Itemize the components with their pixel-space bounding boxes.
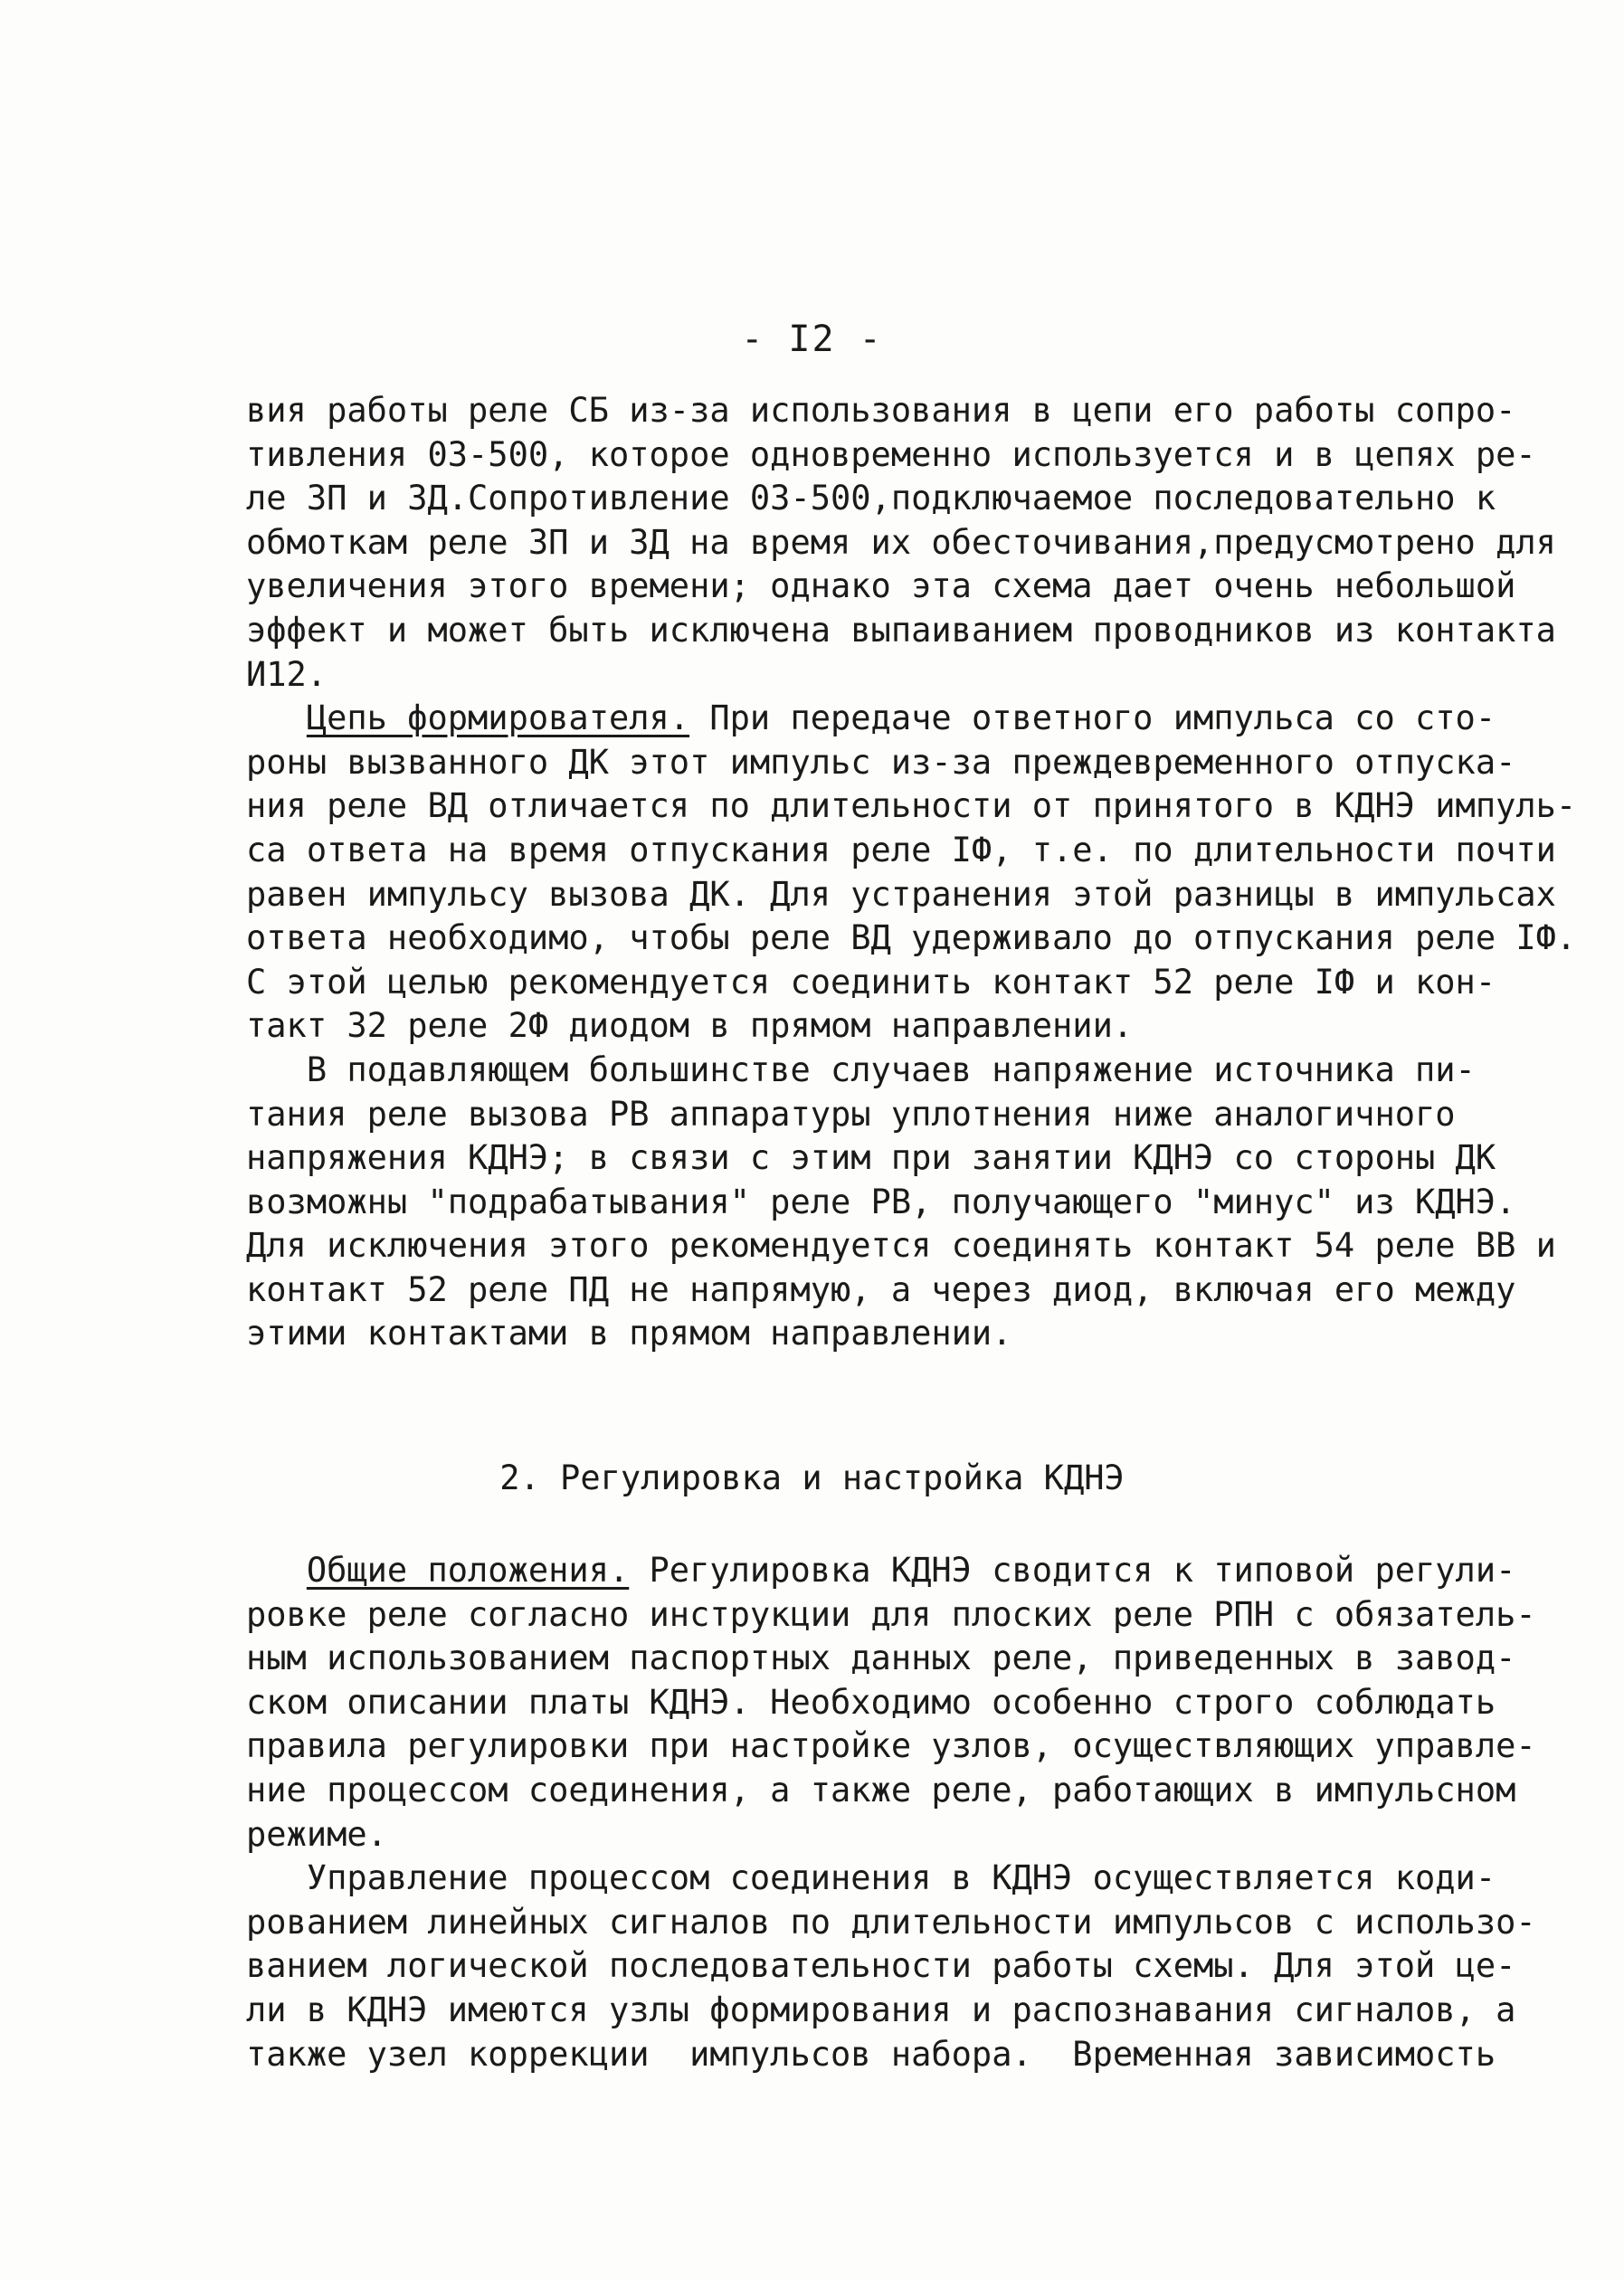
text-line: ском описании платы КДНЭ. Необходимо особенно строго соблюдать: [246, 1682, 1496, 1722]
text-line: обмоткам реле ЗП и ЗД на время их обесточивания,предусмотрено для: [246, 522, 1556, 562]
text-line: ли в КДНЭ имеются узлы формирования и распознавания сигналов, а: [246, 1990, 1516, 2029]
section-heading: 2. Регулировка и настройка КДНЭ: [499, 1458, 1125, 1497]
body-text-part1: [246, 389, 1577, 1356]
text-line: возможны "подрабатывания" реле РВ, получающего "минус" из КДНЭ.: [246, 1182, 1516, 1221]
paragraph-indent: [246, 698, 307, 737]
text-line: са ответа на время отпускания реле IФ, т.е. по длительности почти: [246, 830, 1556, 869]
text-line: ле ЗП и ЗД.Сопротивление 03-500,подключаемое последовательно к: [246, 479, 1496, 518]
text-line: такт 32 реле 2Ф диодом в прямом направлении.: [246, 1006, 1134, 1046]
page-number: - I2 -: [741, 318, 883, 360]
paragraph-text: Регулировка КДНЭ сводится к типовой регули-: [629, 1551, 1516, 1590]
text-line: Для исключения этого рекомендуется соединять контакт 54 реле ВВ и: [246, 1226, 1556, 1266]
text-line: этими контактами в прямом направлении.: [246, 1314, 1012, 1354]
text-line: рованием линейных сигналов по длительности импульсов с использо-: [246, 1902, 1536, 1942]
text-line: тания реле вызова РВ аппаратуры уплотнения ниже аналогичного: [246, 1094, 1456, 1134]
text-line: тивления 03-500, которое одновременно используется и в цепях ре-: [246, 434, 1536, 474]
text-line: ванием логической последовательности работы схемы. Для этой це-: [246, 1946, 1516, 1986]
text-line: ние процессом соединения, а также реле, работающих в импульсном: [246, 1770, 1516, 1810]
text-line: вия работы реле СБ из-за использования в цепи его работы сопро-: [246, 391, 1516, 430]
text-line: Управление процессом соединения в КДНЭ осуществляется коди-: [246, 1858, 1496, 1898]
text-line: [246, 697, 1496, 741]
text-line: ровке реле согласно инструкции для плоских реле РПН с обязатель-: [246, 1594, 1536, 1634]
body-text-part2: [246, 1549, 1536, 2076]
text-line: эффект и может быть исключена выпаиванием проводников из контакта: [246, 610, 1556, 650]
text-line: увеличения этого времени; однако эта схема дает очень небольшой: [246, 566, 1516, 606]
text-line: ным использованием паспортных данных реле, приведенных в завод-: [246, 1639, 1516, 1678]
text-line: контакт 52 реле ПД не напрямую, а через диод, включая его между: [246, 1269, 1516, 1309]
text-line: режиме.: [246, 1814, 387, 1854]
text-line: [246, 1549, 1516, 1593]
text-line: ния реле ВД отличается по длительности от принятого в КДНЭ импуль-: [246, 786, 1577, 826]
text-line: С этой целью рекомендуется соединить контакт 52 реле IФ и кон-: [246, 962, 1496, 1002]
paragraph-lead-heading: Общие положения.: [306, 1551, 630, 1590]
text-line: И12.: [246, 654, 328, 694]
paragraph-text: При передаче ответного импульса со сто-: [689, 698, 1496, 738]
paragraph-lead-heading: Цепь формирователя.: [306, 698, 690, 738]
text-line: напряжения КДНЭ; в связи с этим при занятии КДНЭ со стороны ДК: [246, 1138, 1496, 1178]
text-line: равен импульсу вызова ДК. Для устранения этой разницы в импульсах: [246, 874, 1556, 914]
text-line: также узел коррекции импульсов набора. Временная зависимость: [246, 2034, 1496, 2074]
text-line: В подавляющем большинстве случаев напряжение источника пи-: [246, 1050, 1476, 1089]
paragraph-indent: [246, 1551, 307, 1590]
text-line: роны вызванного ДК этот импульс из-за преждевременного отпуска-: [246, 742, 1516, 782]
text-line: ответа необходимо, чтобы реле ВД удерживало до отпускания реле IФ.: [246, 918, 1577, 958]
text-line: правила регулировки при настройке узлов, осуществляющих управле-: [246, 1726, 1536, 1766]
